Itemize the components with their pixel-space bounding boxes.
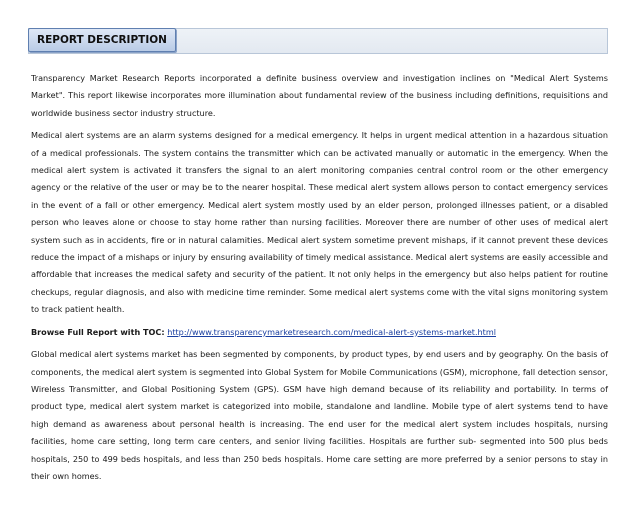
segmentation-paragraph: Global medical alert systems market has been segmented by components, by product types, by end users and by geography. On the basis of components, the medical alert system is segmented into Global System for Mobile Communications (GSM), microphone, fall detection sensor, Wireless Transmitter, and Global Positioning System (GPS). GSM have high demand because of its reliability and portability. In terms of product type, medical alert system market is categorized into mobile, standalone and landline. Mobile type of alert systems tend to have high demand as awareness about personal health is increasing. The end user for the medical alert system includes hospitals, nursing facilities, home care setting, long term care centers, and senior living facilities. Hospitals are further sub- segmented into 500 plus beds hospitals, 250 to 499 beds hospitals, and less than 250 beds hospitals. Home care setting are more preferred by a senior persons to stay in their own homes. bbox=[31, 349, 608, 481]
browse-label: Browse Full Report with TOC: bbox=[31, 326, 165, 337]
overview-paragraph: Medical alert systems are an alarm systems designed for a medical emergency. It helps in urgent medical attention in a hazardous situation of a medical professionals. The system contains the transmitter which can be activated manually or automatic in the emergency. When the medical alert system is activated it transfers the signal to an alert monitoring companies central control room or the other emergency agency or the relative of the user or may be to the nearer hospital. These medical alert system allows person to contact emergency services in the event of a fall or other emergency. Medical alert system mostly used by an elder person, prolonged illnesses patient, or a disabled person who leaves alone or choose to stay home rather than nursing facilities. Moreover there are number of other uses of medical alert system such as in accidents, fire or in natural calamities. Medical alert system sometime prevent mishaps, if it cannot prevent these devices reduce the impact of a mishaps or injury by ensuring availability of timely medical assistance. Medical alert systems are easily accessible and affordable that increases the medical safety and security of the patient. It not only helps in the emergency but also helps patient for routine checkups, regular diagnosis, and also with medicine time reminder. Some medical alert systems come with the vital signs monitoring system to track patient health. bbox=[31, 130, 608, 315]
intro-paragraph: Transparency Market Research Reports incorporated a definite business overview and investigation inclines on "Medical Alert Systems Market". This report likewise incorporates more illumination about fundamental review of the business including definitions, requisitions and worldwide business sector industry structure. bbox=[31, 73, 608, 118]
browse-full-report-line bbox=[31, 324, 608, 341]
report-toc-link[interactable]: http://www.transparencymarketresearch.com/medical-alert-systems-market.html bbox=[167, 326, 496, 337]
report-description-body bbox=[31, 70, 608, 490]
section-title: REPORT DESCRIPTION bbox=[28, 28, 176, 52]
